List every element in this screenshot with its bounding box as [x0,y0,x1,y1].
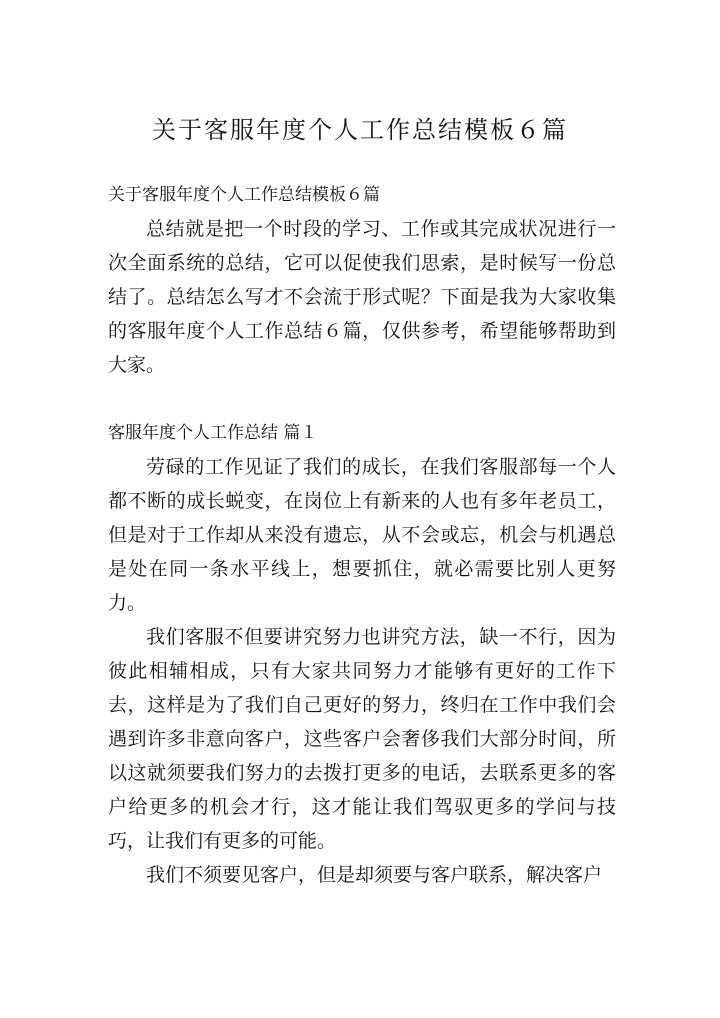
intro-paragraph: 总结就是把一个时段的学习、工作或其完成状况进行一次全面系统的总结，它可以促使我们思索，是时候写一份总结了。总结怎么写才不会流于形式呢？下面是我为大家收集的客服年度个人工作总结６篇，仅供参考，希望能够帮助到大家。 [108,218,616,376]
body-paragraph: 我们不须要见客户，但是却须要与客户联系，解决客户 [146,864,603,886]
section-heading: 客服年度个人工作总结 篇１ [108,423,318,443]
section-spacer [108,382,616,416]
body-paragraph: 劳碌的工作见证了我们的成长，在我们客服部每一个人都不断的成长蜕变，在岗位上有新来的人也有多年老员工，但是对于工作却从来没有遗忘，从不会或忘，机会与机遇总是处在同一条水平线上，想要抓住，就必需要比别人更努力。 [108,456,616,614]
body-paragraph: 我们客服不但要讲究努力也讲究方法，缺一不行，因为彼此相辅相成，只有大家共同努力才能够有更好的工作下去，这样是为了我们自己更好的努力，终归在工作中我们会遇到许多非意向客户，这些客户会奢侈我们大部分时间，所以这就须要我们努力的去拨打更多的电话，去联系更多的客户给更多的机会才行，这才能让我们驾驭更多的学问与技巧，让我们有更多的可能。 [108,626,616,852]
document-body [108,178,616,892]
document-subtitle: 关于客服年度个人工作总结模板６篇 [108,185,380,205]
document-title: 关于客服年度个人工作总结模板６篇 [152,116,568,144]
